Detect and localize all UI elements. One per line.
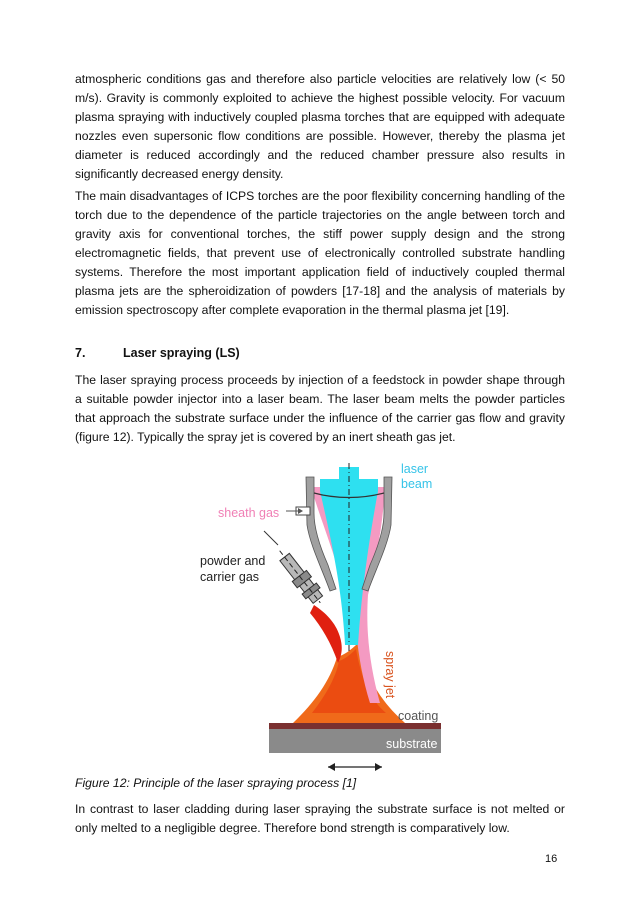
- paragraph-laser-cladding: In contrast to laser cladding during laser spraying the substrate surface is not melted or only melted to a negligible degree. Therefore bond strength is comparatively low.: [75, 802, 565, 835]
- label-carrier-gas: carrier gas: [200, 570, 260, 584]
- paragraph-icps-velocity: atmospheric conditions gas and therefore also particle velocities are relatively low (< 50 m/s). Gravity is commonly exploited to achieve the highest possible velocity. For vacuum plasma spraying with inductively coupled plasma torches that are equipped with adequate nozzles even supersonic flow conditions are possible. However, thereby the plasma jet diameter is reduced accordingly and the reduced chamber pressure also results in significantly decreased energy density.: [75, 72, 565, 181]
- label-sheath-gas: sheath gas: [218, 506, 280, 520]
- powder-feed-arrow: [264, 531, 278, 545]
- label-laser: laser: [401, 462, 429, 476]
- paragraph-laser-spraying: The laser spraying process proceeds by injection of a feedstock in powder shape through a suitable powder injector into a laser beam. The laser beam melts the powder particles that approach the substrate surface under the influence of the carrier gas flow and gravity (figure 12). Typically the spray jet is covered by an inert sheath gas jet.: [75, 373, 565, 444]
- label-beam: beam: [401, 477, 433, 491]
- section-number: 7.: [75, 346, 86, 360]
- coating-layer: [269, 723, 441, 729]
- section-title: Laser spraying (LS): [123, 346, 240, 360]
- page-number: 16: [545, 853, 558, 865]
- motion-arrowhead-right: [375, 763, 382, 771]
- motion-arrowhead-left: [328, 763, 335, 771]
- label-spray-jet: spray jet: [383, 651, 397, 699]
- powder-stream: [310, 605, 342, 663]
- laser-spraying-figure: [190, 455, 460, 775]
- spray-jet-core: [312, 649, 386, 713]
- label-powder-and: powder and: [200, 554, 266, 568]
- label-coating: coating: [398, 709, 439, 723]
- label-substrate: substrate: [386, 737, 438, 751]
- paragraph-icps-disadvantages: The main disadvantages of ICPS torches are the poor flexibility concerning handling of the torch due to the dependence of the particle trajectories on the angle between torch and gravity axis for conventional torches, the stiff power supply design and the strong electromagnetic fields, that prevent use of electronically controlled substrate handling systems. Therefore the most important application field of inductively coupled thermal plasma jets are the spheroidization of powders [17-18] and the analysis of materials by emission spectroscopy after complete evaporation in the thermal plasma jet [19].: [75, 189, 565, 317]
- section-heading: [75, 346, 240, 360]
- figure-caption: Figure 12: Principle of the laser spraying process [1]: [75, 776, 357, 790]
